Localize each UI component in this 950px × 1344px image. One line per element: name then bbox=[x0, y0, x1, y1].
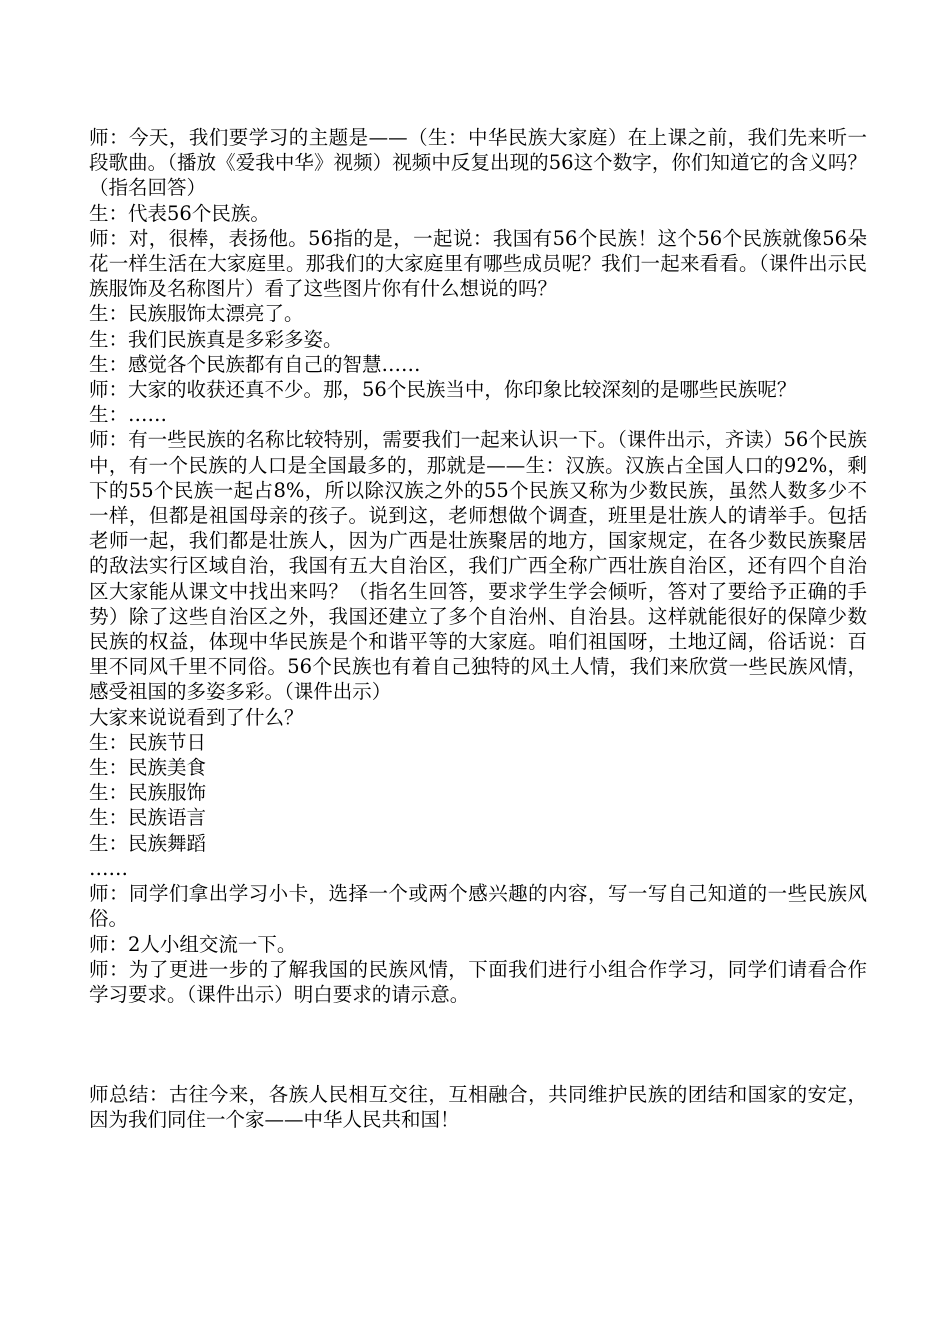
paragraph-teacher-group-work: 师：为了更进一步的了解我国的民族风情，下面我们进行小组合作学习，同学们请看合作学习要求。（课件出示）明白要求的请示意。 bbox=[89, 957, 867, 1006]
paragraph-student-clothing: 生：民族服饰 bbox=[89, 781, 207, 805]
paragraph-teacher-56-flowers: 师：对，很棒，表扬他。56指的是，一起说：我国有56个民族！这个56个民族就像56朵花一样生活在大家庭里。那我们的大家庭里有哪些成员呢？我们一起来看看。（课件出示民族服饰及名称图片）看了这些图片你有什么想说的吗？ bbox=[89, 226, 867, 301]
paragraph-teacher-study-card: 师：同学们拿出学习小卡，选择一个或两个感兴趣的内容，写一写自己知道的一些民族风俗。 bbox=[89, 882, 867, 931]
paragraph-what-did-you-see: 大家来说说看到了什么？ bbox=[89, 705, 304, 729]
paragraph-teacher-impression: 师：大家的收获还真不少。那，56个民族当中，你印象比较深刻的是哪些民族呢？ bbox=[89, 378, 797, 402]
blank-space bbox=[89, 1007, 867, 1082]
paragraph-teacher-summary: 师总结：古往今来，各族人民相互交往，互相融合，共同维护民族的团结和国家的安定，因为我们同住一个家——中华人民共和国！ bbox=[89, 1083, 867, 1132]
paragraph-teacher-pair-discussion: 师：2人小组交流一下。 bbox=[89, 932, 297, 956]
paragraph-student-food: 生：民族美食 bbox=[89, 756, 207, 780]
paragraph-student-ellipsis: 生：…… bbox=[89, 403, 168, 427]
paragraph-student-wisdom: 生：感觉各个民族都有自己的智慧…… bbox=[89, 352, 421, 376]
paragraph-student-answer-56: 生：代表56个民族。 bbox=[89, 201, 270, 225]
paragraph-teacher-long: 师：有一些民族的名称比较特别，需要我们一起来认识一下。（课件出示，齐读）56个民族中，有一个民族的人口是全国最多的，那就是——生：汉族。汉族占全国人口的92%，剩下的55个民族一起占8%，所以除汉族之外的55个民族又称为少数民族，虽然人数多少不一样，但都是祖国母亲的孩子。说到这，老师想做个调查，班里是壮族人的请举手。包括老师一起，我们都是壮族人，因为广西是壮族聚居的地方，国家规定，在各少数民族聚居的敌法实行区域自治，我国有五大自治区，我们广西全称广西壮族自治区，还有四个自治区大家能从课文中找出来吗？（指名生回答，要求学生学会倾听，答对了要给予正确的手势）除了这些自治区之外，我国还建立了多个自治州、自治县。这样就能很好的保障少数民族的权益，体现中华民族是个和谐平等的大家庭。咱们祖国呀，土地辽阔，俗话说：百里不同风千里不同俗。56个民族也有着自己独特的风土人情，我们来欣赏一些民族风情，感受祖国的多姿多彩。（课件出示） bbox=[89, 428, 867, 704]
paragraph-student-colorful: 生：我们民族真是多彩多姿。 bbox=[89, 327, 343, 351]
document-body bbox=[89, 125, 867, 1133]
paragraph-opening: 师：今天，我们要学习的主题是——（生：中华民族大家庭）在上课之前，我们先来听一段歌曲。（播放《爱我中华》视频）视频中反复出现的56这个数字，你们知道它的含义吗？（指名回答） bbox=[89, 126, 867, 200]
paragraph-student-language: 生：民族语言 bbox=[89, 806, 207, 830]
paragraph-student-dance: 生：民族舞蹈 bbox=[89, 831, 207, 855]
paragraph-student-festival: 生：民族节日 bbox=[89, 730, 207, 754]
paragraph-student-costume: 生：民族服饰太漂亮了。 bbox=[89, 302, 304, 326]
paragraph-ellipsis: …… bbox=[89, 856, 128, 880]
